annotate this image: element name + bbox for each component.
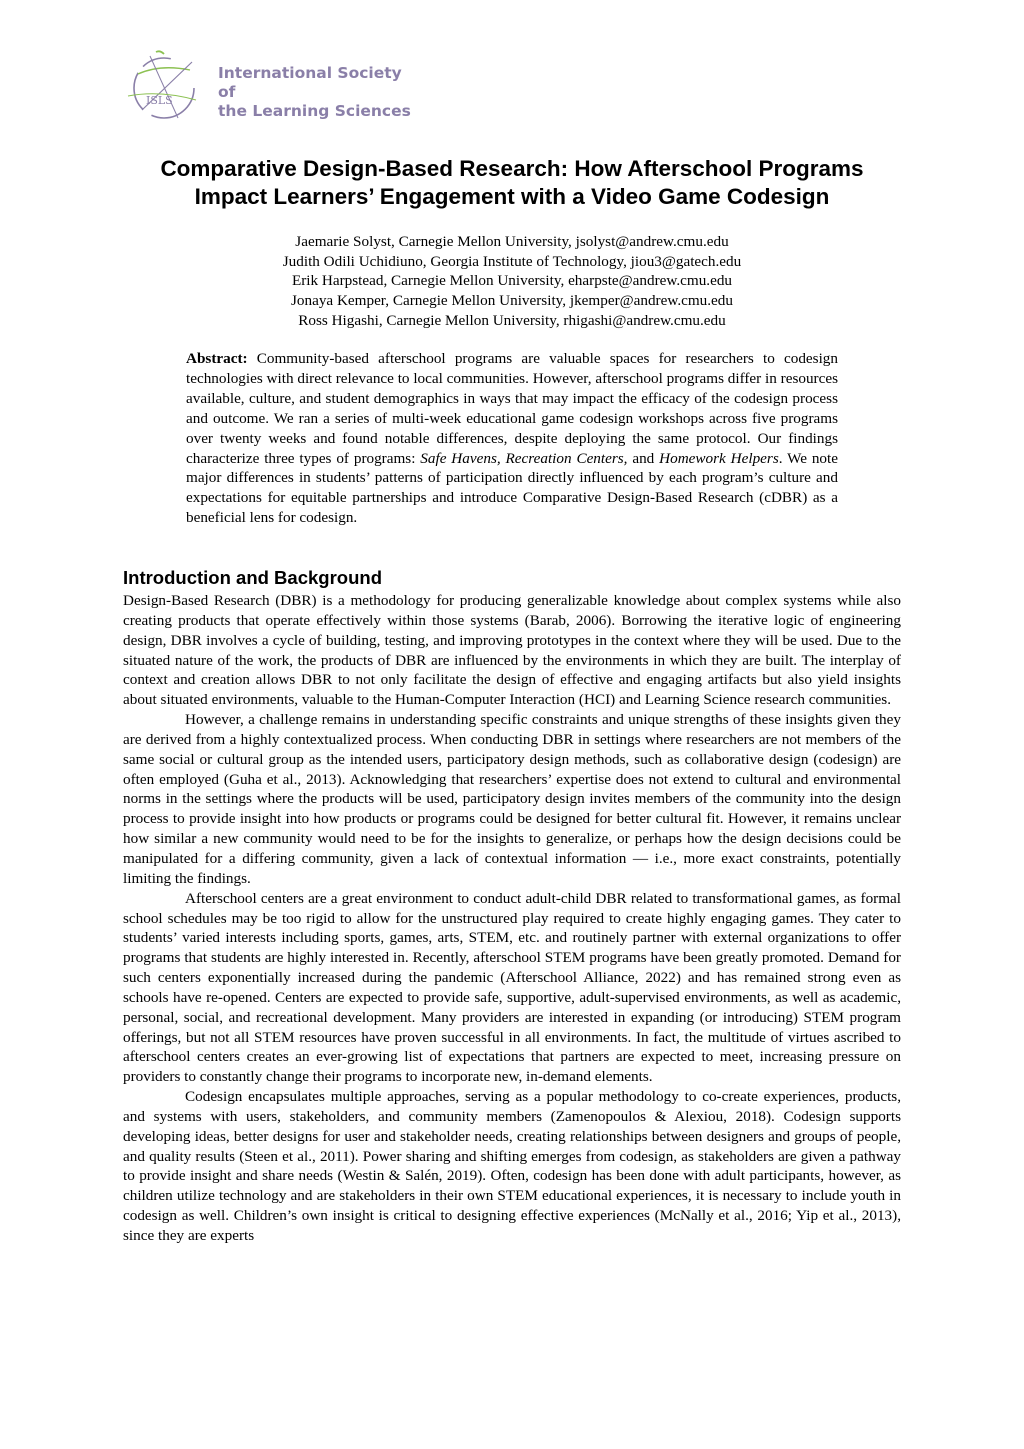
paragraph: Design-Based Research (DBR) is a methodology for producing generalizable knowledge about complex systems while also creating products that operate effectively within those systems (Barab, 2006). Borrowing the iterative logic of engineering design, DBR involves a cycle of building, testing, and improving prototypes in the context where they will be used. Due to the situated nature of the work, the products of DBR are influenced by the environments in which they are built. The interplay of context and creation allows DBR to not only facilitate the design of effective and engaging artifacts but also yield insights about situated environments, valuable to the Human-Computer Interaction (HCI) and Learning Science research communities.	[123, 592, 901, 709]
section-body	[123, 591, 901, 1246]
author-line: Ross Higashi, Carnegie Mellon University, rhigashi@andrew.cmu.edu	[298, 311, 726, 329]
title-line-1: Comparative Design-Based Research: How Afterschool Programs	[160, 156, 864, 181]
author-line: Jaemarie Solyst, Carnegie Mellon University, jsolyst@andrew.cmu.edu	[295, 233, 729, 250]
isls-emblem-label: ISLS	[146, 94, 173, 107]
author-line: Erik Harpstead, Carnegie Mellon University, eharpste@andrew.cmu.edu	[291, 272, 733, 290]
abstract-text-2: . We note major differences in students’ patterns of participation directly influenced by each program’s culture and expectations for equitable partnerships and introduce Comparative Design-Based Research (cDBR) as a beneficial lens for codesign.	[186, 449, 838, 527]
author-line: Jonaya Kemper, Carnegie Mellon University, jkemper@andrew.cmu.edu	[290, 292, 733, 310]
org-name	[218, 64, 420, 121]
paper-title	[110, 155, 914, 211]
paragraph: Codesign encapsulates multiple approaches, serving as a popular methodology to co-create experiences, products, and systems with users, stakeholders, and community members (Zamenopoulos & Alexiou, 2018). Codesign supports developing ideas, better designs for user and stakeholder needs, creating relationships between designers and groups of people, and quality results (Steen et al., 2011). Power sharing and shifting emerges from codesign, as stakeholders are given a pathway to provide insight and share needs (Westin & Salén, 2019). Often, codesign has been done with adult participants, however, as children utilize technology and are stakeholders in their own STEM educational experiences, it is necessary to include youth in codesign as well. Children’s own insight is critical to designing effective experiences (McNally et al., 2016; Yip et al., 2013), since they are experts	[123, 1088, 901, 1244]
author-list	[110, 232, 914, 331]
author-line: Judith Odili Uchidiuno, Georgia Institute of Technology, jiou3@gatech.edu	[282, 252, 742, 270]
isls-logo	[120, 44, 420, 124]
section-heading: Introduction and Background	[123, 567, 382, 588]
abstract-program-types: Safe Havens, Recreation Centers,	[420, 449, 628, 467]
paragraph: However, a challenge remains in understanding specific constraints and unique strengths of these insights given they are derived from a highly contextualized process. When conducting DBR in settings where researchers are not members of the same social or cultural group as the intended users, participatory design methods, such as collaborative design (codesign) are often employed (Guha et al., 2013). Acknowledging that researchers’ expertise does not extend to cultural and environmental norms in the settings where the products will be used, participatory design invites members of the community into the design process to provide insight into how products or programs could be designed for better cultural fit. However, it remains unclear how similar a new community would need to be for the insights to generalize, or perhaps how the design decisions could be manipulated for a differing community, given a lack of contextual information — i.e., more exact constraints, potentially limiting the findings.	[123, 711, 901, 887]
abstract-connector: and	[627, 449, 660, 467]
title-line-2: Impact Learners’ Engagement with a Video Game Codesign	[194, 184, 830, 209]
abstract-text-1: Community-based afterschool programs are valuable spaces for researchers to codesign technologies with direct relevance to local communities. However, afterschool programs differ in resources available, culture, and student demographics in ways that may impact the efficacy of the codesign process and outcome. We ran a series of multi-week educational game codesign workshops across five programs over twenty weeks and found notable differences, despite deploying the same protocol. Our findings characterize three types of programs:	[186, 350, 838, 467]
paragraph: Afterschool centers are a great environment to conduct adult-child DBR related to transformational games, as formal school schedules may be too rigid to allow for the unstructured play required to create highly engaging games. They cater to students’ varied interests including sports, games, arts, STEM, etc. and routinely partner with external organizations to offer programs that students are highly interested in. Recently, afterschool STEM programs have been greatly promoted. Demand for such centers exponentially increased during the pandemic (Afterschool Alliance, 2022) and has remained strong even as schools have re-opened. Centers are expected to provide safe, supportive, adult-supervised environments, as well as academic, personal, social, and recreational development. Many providers are interested in expanding (or introducing) STEM program offerings, but not all STEM resources have proven successful in all environments. In fact, the multitude of virtues ascribed to afterschool centers creates an ever-growing list of expectations that partners are expected to meet, increasing pressure on providers to constantly change their programs to incorporate new, in-demand elements.	[123, 889, 901, 1086]
org-name-line-2: the Learning Sciences	[218, 102, 411, 120]
org-name-line-1: International Society of	[218, 64, 402, 101]
abstract-label: Abstract:	[186, 350, 248, 367]
abstract	[186, 349, 838, 528]
abstract-program-type-3: Homework Helpers	[659, 449, 779, 467]
isls-emblem-icon	[120, 44, 210, 124]
